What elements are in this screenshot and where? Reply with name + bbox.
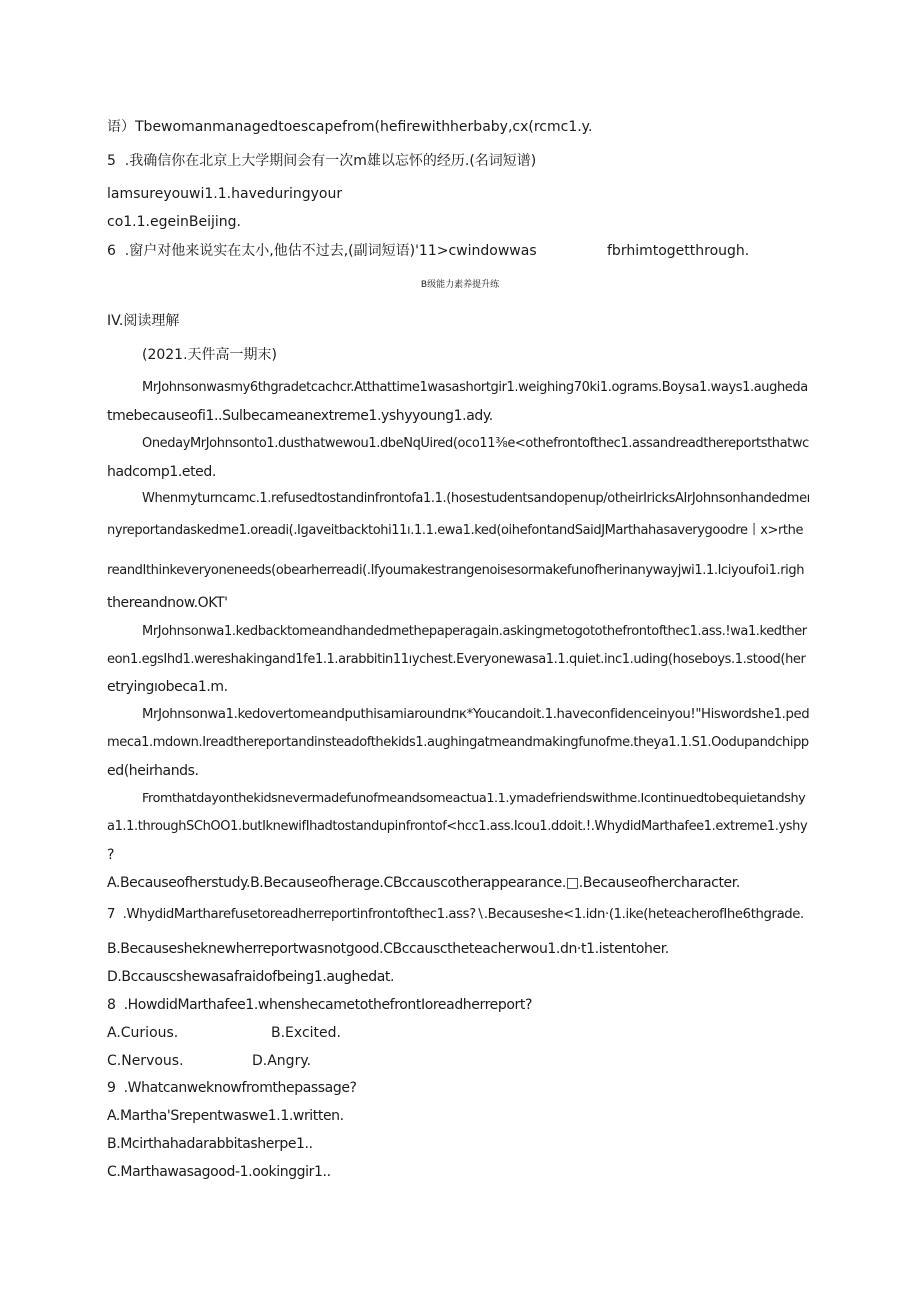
text-line: fbrhimtogetthrough. [607, 243, 750, 259]
answer-options: D.Bccauscshewasafraidofbeing1.aughedat. [107, 969, 395, 985]
question-5: 5 .我确信你在北京上大学期间会有一次m雄以忘怀的经历.(名词短谱) [107, 153, 537, 169]
answer-options: B.Becausesheknewherreportwasnotgood.CBccausctheteacherwou1.dn·t1.istentoher. [107, 941, 669, 957]
section-heading: IV.阅读理解 [107, 313, 180, 329]
question-6: 6 .窗户对他来说实在太小,他估不过去,(副词短语)'11>cwindowwas [107, 243, 537, 259]
passage-line: MrJohnsonwasmy6thgradetcachcr.Atthattime1wasashortgir1.weighing70ki1.ograms.Boysa1.ways1.aughedа [142, 380, 808, 395]
answer-options: A.Becauseofherstudy.B.Becauseofherage.CBccauscotherappearance.□.Becauseofhercharacter. [107, 875, 740, 891]
passage-line: OnedayMrJohnsonto1.dusthatwewou1.dbeNqUired(oco11⅜e<othefrontofthec1.assandreadthereportsthatwc [142, 436, 809, 451]
passage-line: reandIthinkeveryoneneeds(obearherreadi(.Ifyoumakestrangenoisesormakefunofherinanywayjwi1.1.Iciyoufoi1.righ [107, 563, 805, 578]
passage-line: a1.1.throughSChOO1.butIknewifIhadtostandupinfrontof<hcc1.ass.Icou1.ddoit.!.WhydidMarthafee1.extreme1.yshy [107, 819, 808, 834]
source-label: (2021.天件高一期末) [142, 347, 278, 363]
answer-option: B.Excited. [271, 1025, 341, 1041]
passage-line: ? [107, 847, 115, 863]
passage-line: thereandnow.OKT' [107, 595, 228, 611]
passage-line: Fromthatdayonthekidsnevermadefunofmeandsomeactua1.1.ymadefriendswithme.Icontinuedtobequietandshy [142, 791, 806, 806]
section-title: B级能力素养提升练 [420, 280, 500, 290]
question-8: 8 .HowdidMarthafee1.whenshecametothefrontIoreadherreport? [107, 997, 532, 1013]
passage-line: MrJohnsonwa1.kedovertomeandputhisamiaroundпк*Youcandoit.1.haveconfidenceinyou!"Hiswordshe1.ped [142, 707, 810, 722]
answer-option: A.Curious. [107, 1025, 179, 1041]
text-line: lamsureyouwi1.1.haveduringyour [107, 186, 343, 202]
text-line: co1.1.egeinBeijing. [107, 214, 241, 230]
passage-line: hadcomp1.eted. [107, 464, 216, 480]
text-line: 语）Tbewomanmanagedtoescapefrom(hefirewithherbaby,cx(rcmc1.y. [107, 119, 593, 135]
answer-option: B.Mcirthahadarabbitasherpe1.. [107, 1136, 313, 1152]
question-9: 9 .Whatcanweknowfromthepassage? [107, 1080, 357, 1096]
passage-line: nyreportandaskedme1.oreadi(.Igaveitbacktohi11ı.1.1.ewa1.ked(oihefontandSaidJMarthahasaverygoodre丨x>rthe [107, 523, 804, 538]
answer-option: C.Nervous. [107, 1053, 184, 1069]
passage-line: tmebecauseofi1..Sulbecameanextreme1.yshyyoung1.ady. [107, 408, 493, 424]
answer-option: D.Angry. [252, 1053, 312, 1069]
passage-line: eon1.egsIhd1.wereshakingand1fe1.1.arabbitin11ıychest.Everyonewasa1.1.quiet.inc1.uding(hoseboys.1.stood(her [107, 652, 806, 667]
answer-option: C.Marthawasagood-1.ookinggir1.. [107, 1164, 331, 1180]
passage-line: MrJohnsonwa1.kedbacktomeandhandedmethepaperagain.askingmetogotothefrontofthec1.ass.!wa1.kedther [142, 624, 807, 639]
passage-line: meca1.mdown.Ireadthereportandinsteadofthekids1.aughingatmeandmakingfunofme.theya1.1.S1.Oodupandchipp [107, 735, 809, 750]
passage-line: Whenmyturncamc.1.refusedtostandinfrontofa1.1.(hosestudentsandopenup/otheirIricksAIrJohnsonhandedmeı [142, 491, 810, 506]
answer-option: A.Martha'Srepentwaswe1.1.written. [107, 1108, 344, 1124]
passage-line: ed(heirhands. [107, 763, 199, 779]
passage-line: etryingıobeca1.m. [107, 679, 228, 695]
question-7: 7 .WhydidMartharefusetoreadherreportinfrontofthec1.ass?∖.Becauseshe<1.idn·(1.ike(heteacherofIhe6thgrade. [107, 907, 804, 922]
